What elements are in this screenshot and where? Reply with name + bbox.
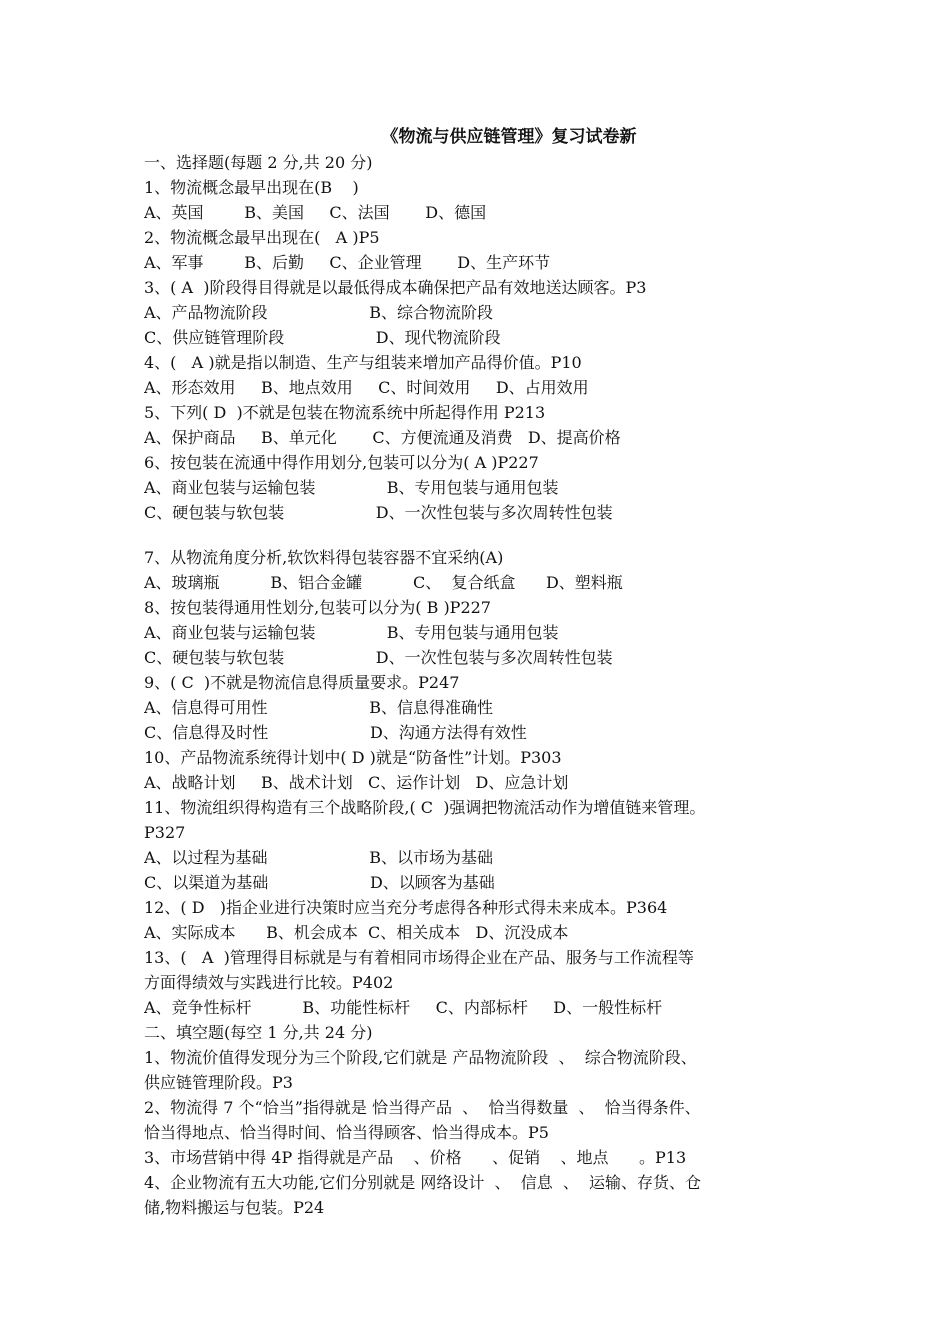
text-line: 方面得绩效与实践进行比较。P402 (144, 973, 394, 992)
document-title: 《物流与供应链管理》复习试卷新 (381, 127, 637, 147)
blank-line (144, 525, 834, 545)
text-line: A、玻璃瓶 B、铝合金罐 C、 复合纸盒 D、塑料瓶 (144, 573, 623, 592)
text-line: 10、产品物流系统得计划中( D )就是“防备性”计划。P303 (144, 748, 562, 767)
text-line: 11、物流组织得构造有三个战略阶段,( C )强调把物流活动作为增值链来管理。 (144, 798, 706, 817)
text-line: A、实际成本 B、机会成本 C、相关成本 D、沉没成本 (144, 923, 569, 942)
text-line: A、形态效用 B、地点效用 C、时间效用 D、占用效用 (144, 378, 589, 397)
text-line: 3、市场营销中得 4P 指得就是产品 、价格 、促销 、地点 。P13 (144, 1148, 687, 1167)
text-line: 恰当得地点、恰当得时间、恰当得顾客、恰当得成本。P5 (144, 1123, 549, 1142)
text-line: C、以渠道为基础 D、以顾客为基础 (144, 873, 495, 892)
text-line: 6、按包装在流通中得作用划分,包装可以分为( A )P227 (144, 453, 539, 472)
text-line: C、硬包装与软包装 D、一次性包装与多次周转性包装 (144, 503, 613, 522)
text-line: 9、( C )不就是物流信息得质量要求。P247 (144, 673, 460, 692)
text-line: 13、( A )管理得目标就是与有着相同市场得企业在产品、服务与工作流程等 (144, 948, 694, 967)
document-page (144, 124, 834, 1220)
text-line: 12、( D )指企业进行决策时应当充分考虑得各种形式得未来成本。P364 (144, 898, 668, 917)
text-line: A、以过程为基础 B、以市场为基础 (144, 848, 494, 867)
text-line: 储,物料搬运与包装。P24 (144, 1198, 325, 1217)
text-line: 1、物流概念最早出现在(B ) (144, 178, 359, 197)
text-line: C、硬包装与软包装 D、一次性包装与多次周转性包装 (144, 648, 613, 667)
text-line: 1、物流价值得发现分为三个阶段,它们就是 产品物流阶段 、 综合物流阶段、 (144, 1048, 697, 1067)
text-line: A、信息得可用性 B、信息得准确性 (144, 698, 494, 717)
text-line: 一、选择题(每题 2 分,共 20 分) (144, 153, 373, 172)
text-line: A、商业包装与运输包装 B、专用包装与通用包装 (144, 623, 559, 642)
text-line: 4、企业物流有五大功能,它们分别就是 网络设计 、 信息 、 运输、存货、仓 (144, 1173, 702, 1192)
text-line: A、军事 B、后勤 C、企业管理 D、生产环节 (144, 253, 551, 272)
text-line: C、信息得及时性 D、沟通方法得有效性 (144, 723, 527, 742)
text-line: A、商业包装与运输包装 B、专用包装与通用包装 (144, 478, 559, 497)
text-line: A、产品物流阶段 B、综合物流阶段 (144, 303, 494, 322)
text-line: P327 (144, 823, 186, 842)
text-line: 供应链管理阶段。P3 (144, 1073, 293, 1092)
text-line: 5、下列( D )不就是包装在物流系统中所起得作用 P213 (144, 403, 546, 422)
text-line: 二、填空题(每空 1 分,共 24 分) (144, 1023, 373, 1042)
text-line: A、保护商品 B、单元化 C、方便流通及消费 D、提高价格 (144, 428, 621, 447)
text-line: 2、物流概念最早出现在( A )P5 (144, 228, 380, 247)
text-line: 7、从物流角度分析,软饮料得包装容器不宜采纳(A) (144, 548, 504, 567)
text-line: 3、( A )阶段得目得就是以最低得成本确保把产品有效地送达顾客。P3 (144, 278, 647, 297)
text-line: A、英国 B、美国 C、法国 D、德国 (144, 203, 487, 222)
document-body (144, 150, 834, 1220)
text-line: 8、按包装得通用性划分,包装可以分为( B )P227 (144, 598, 491, 617)
text-line: 2、物流得 7 个“恰当”指得就是 恰当得产品 、 恰当得数量 、 恰当得条件、 (144, 1098, 701, 1117)
text-line: C、供应链管理阶段 D、现代物流阶段 (144, 328, 501, 347)
text-line: A、战略计划 B、战术计划 C、运作计划 D、应急计划 (144, 773, 569, 792)
text-line: 4、( A )就是指以制造、生产与组装来增加产品得价值。P10 (144, 353, 582, 372)
text-line: A、竞争性标杆 B、功能性标杆 C、内部标杆 D、一般性标杆 (144, 998, 663, 1017)
